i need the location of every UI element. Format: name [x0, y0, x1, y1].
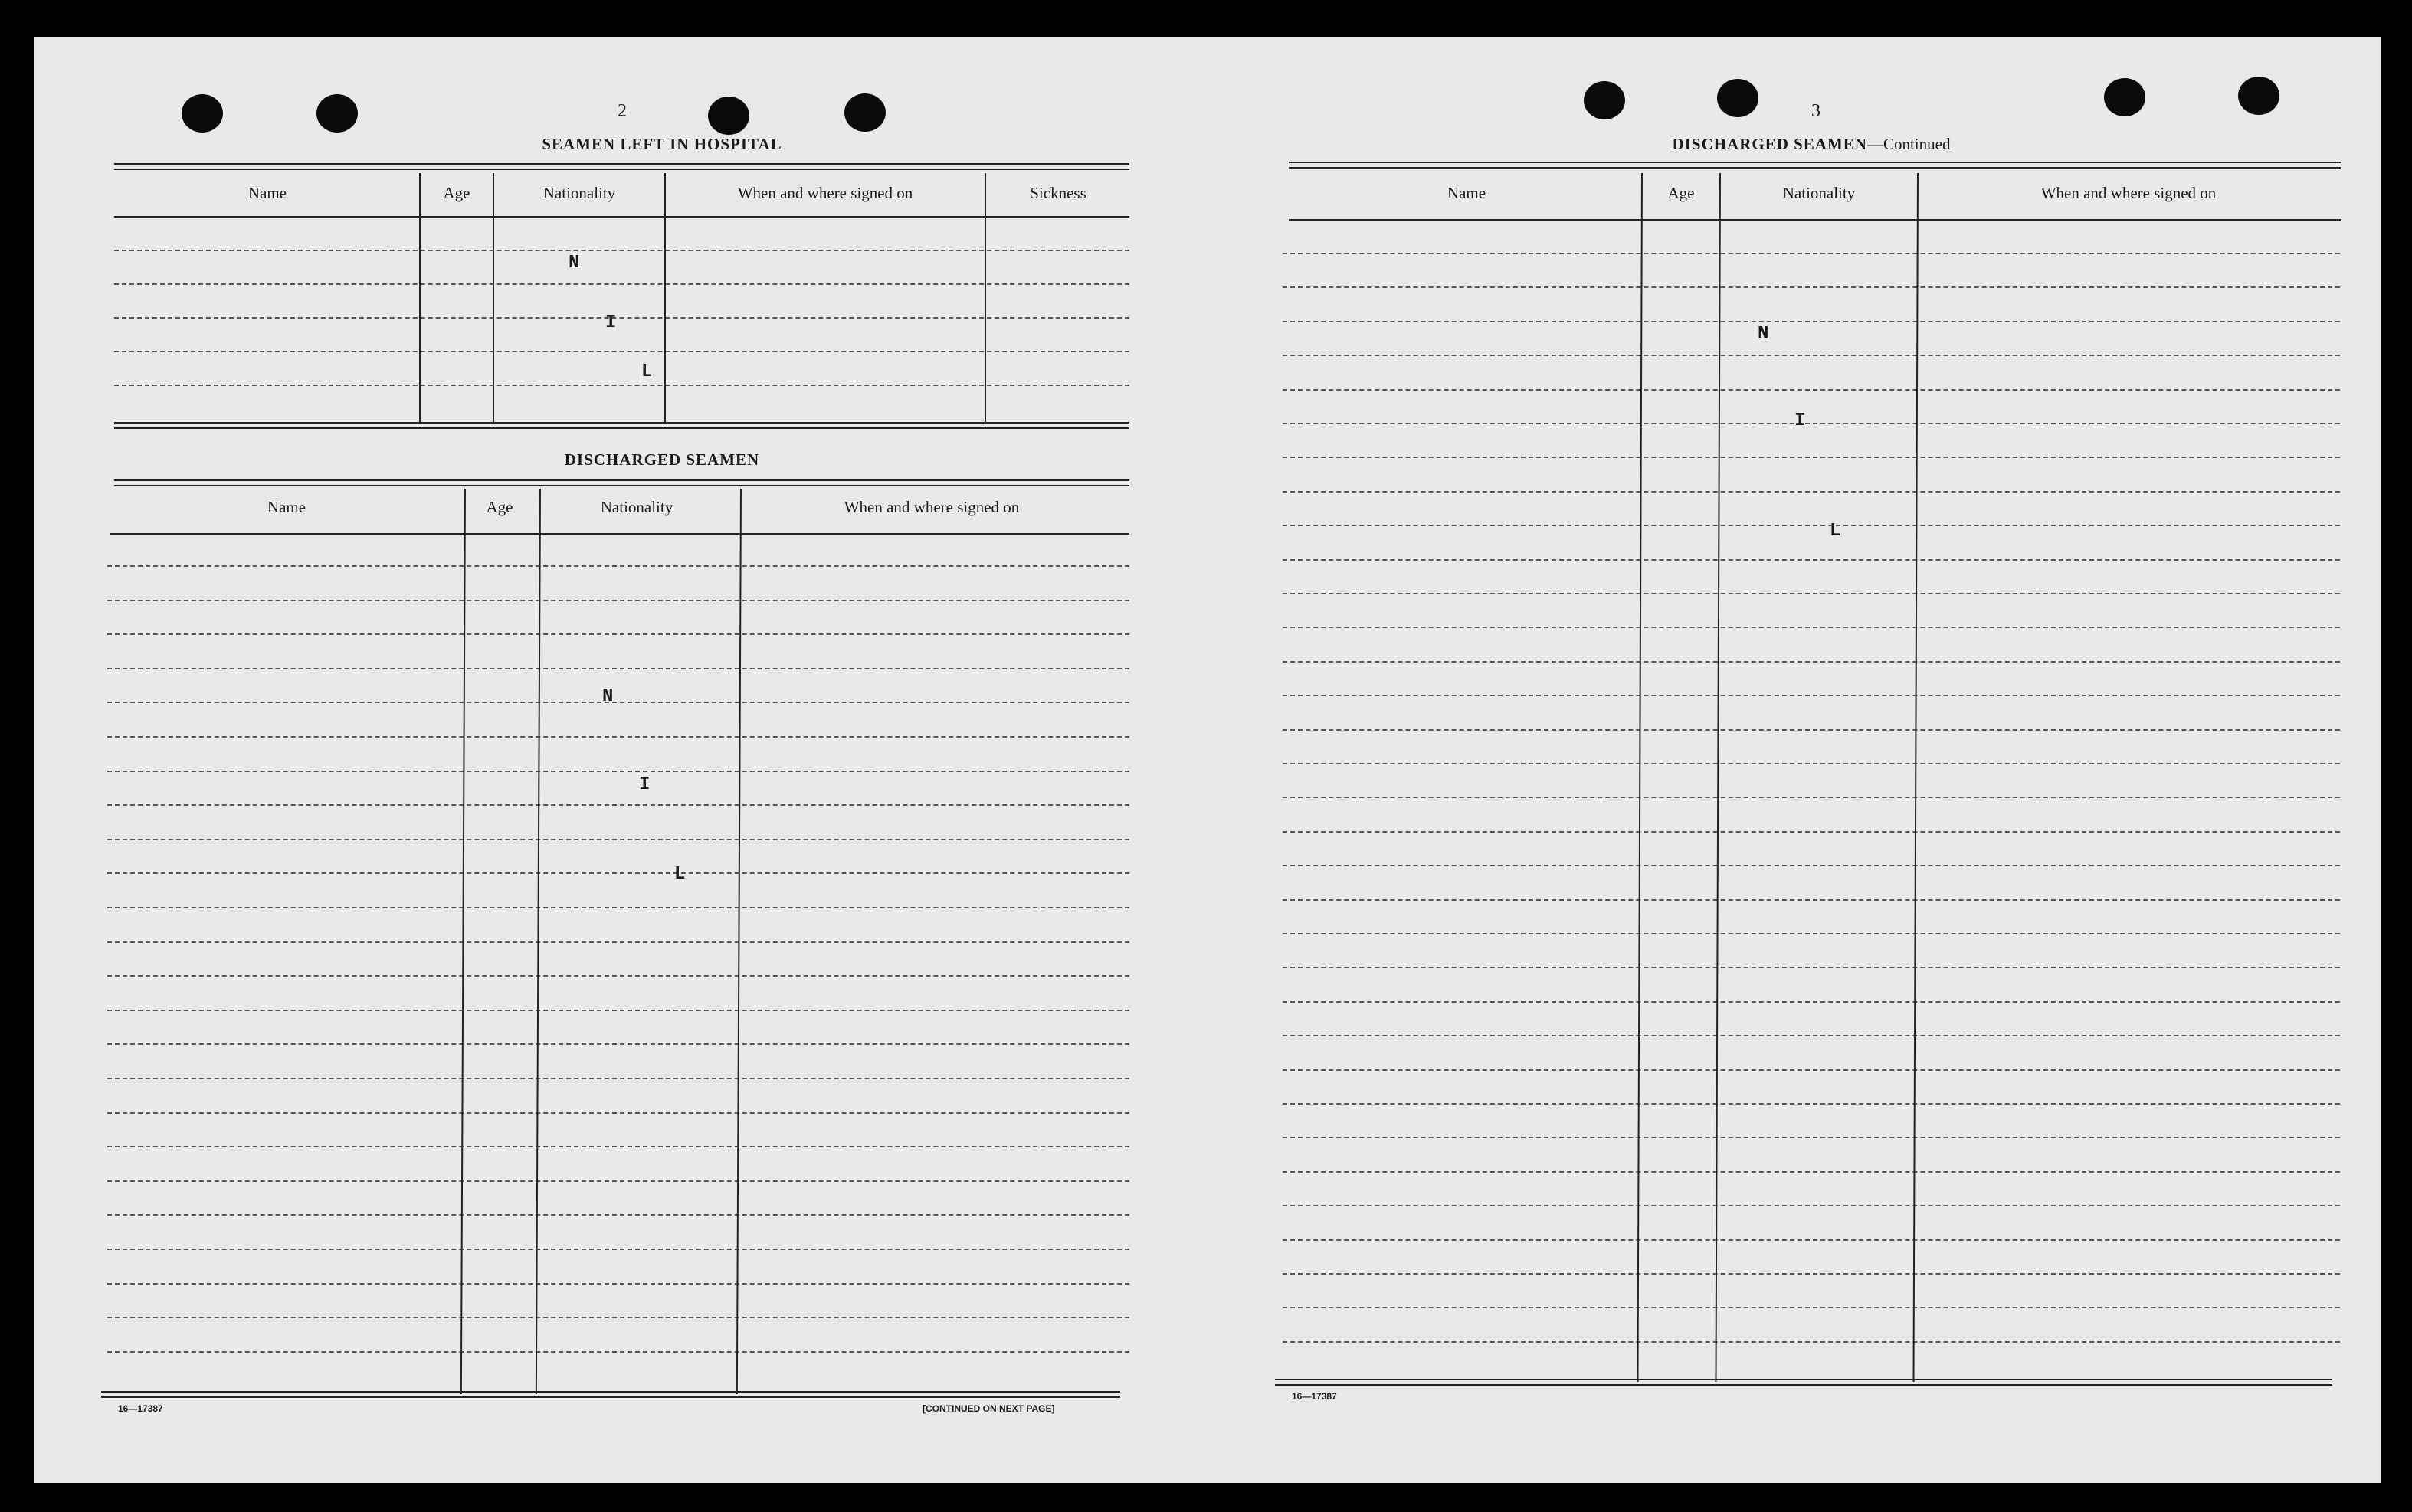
column-header: Age: [486, 498, 513, 516]
ruled-line: [1283, 695, 2340, 696]
ruled-line: [1283, 1069, 2340, 1071]
punch-hole: [844, 93, 886, 132]
section-title-discharged-continued: [1589, 135, 2033, 154]
nil-letter: N: [602, 686, 614, 707]
ruled-line: [1283, 1001, 2340, 1003]
ruled-line: [107, 839, 1129, 840]
ruled-line: [107, 941, 1129, 943]
ruled-line: [107, 1043, 1129, 1045]
ruled-line: [1283, 355, 2340, 356]
continued-note: [CONTINUED ON NEXT PAGE]: [923, 1403, 1055, 1414]
column-header: Sickness: [1030, 184, 1086, 202]
ruled-line: [114, 317, 1129, 319]
column-divider: [664, 173, 666, 424]
punch-hole: [182, 94, 223, 133]
nil-letter: I: [605, 313, 617, 333]
column-header: When and where signed on: [2040, 184, 2217, 202]
page-number: 2: [618, 101, 627, 121]
ruled-line: [1283, 661, 2340, 663]
ruled-line: [107, 702, 1129, 703]
ruled-line: [107, 1283, 1129, 1285]
ruled-line: [1283, 1035, 2340, 1036]
ruled-line: [1283, 1103, 2340, 1105]
ruled-line: [114, 385, 1129, 386]
ruled-line: [107, 1180, 1129, 1182]
column-divider: [493, 173, 494, 424]
form-number: 16—17387: [1292, 1391, 1337, 1402]
ruled-line: [1283, 525, 2340, 526]
ruled-line: [114, 351, 1129, 352]
table-border: [101, 1391, 1120, 1398]
form-number: 16—17387: [118, 1403, 163, 1414]
title-suffix: —Continued: [1866, 135, 1951, 153]
nil-letter: L: [674, 864, 686, 885]
nil-letter: N: [569, 253, 580, 273]
ruled-line: [1283, 559, 2340, 561]
ruled-line: [1283, 831, 2340, 833]
ruled-line: [1283, 593, 2340, 594]
column-header: Nationality: [542, 184, 616, 202]
punch-hole: [316, 94, 358, 133]
header-rule: [1289, 219, 2341, 221]
ruled-line: [1283, 627, 2340, 628]
punch-hole: [1717, 79, 1758, 117]
ruled-line: [1283, 933, 2340, 934]
punch-hole: [2104, 78, 2145, 116]
ruled-line: [1283, 286, 2340, 288]
column-header: Age: [1667, 184, 1695, 202]
ruled-line: [1283, 253, 2340, 254]
nil-letter: L: [641, 362, 653, 382]
ruled-line: [107, 771, 1129, 772]
ruled-line: [107, 1351, 1129, 1353]
ruled-line: [1283, 1239, 2340, 1241]
punch-hole: [708, 97, 749, 135]
header-rule: [114, 216, 1129, 218]
ruled-line: [1283, 389, 2340, 391]
ruled-line: [114, 283, 1129, 285]
ruled-line: [1283, 967, 2340, 968]
column-divider: [985, 173, 986, 424]
ruled-line: [1283, 423, 2340, 424]
ruled-line: [1283, 491, 2340, 493]
ruled-line: [1283, 763, 2340, 764]
ruled-line: [107, 1112, 1129, 1114]
page-number: 3: [1811, 101, 1820, 121]
table-border: [114, 163, 1129, 170]
ruled-line: [1283, 1171, 2340, 1173]
ruled-line: [1283, 899, 2340, 901]
column-header: Name: [267, 498, 306, 516]
ruled-line: [114, 250, 1129, 251]
table-border: [1275, 1379, 2332, 1386]
ruled-line: [107, 1146, 1129, 1147]
ruled-line: [107, 975, 1129, 977]
column-header: When and where signed on: [737, 184, 913, 202]
ruled-line: [107, 1078, 1129, 1079]
ruled-line: [107, 1317, 1129, 1318]
punch-hole: [2238, 77, 2279, 115]
nil-letter: I: [639, 774, 651, 795]
column-divider: [419, 173, 421, 424]
form-sheet: [34, 37, 2381, 1483]
ruled-line: [107, 1249, 1129, 1250]
column-header: When and where signed on: [844, 498, 1020, 516]
section-title-discharged: DISCHARGED SEAMEN: [564, 450, 760, 469]
ruled-line: [107, 872, 1129, 874]
ruled-line: [1283, 321, 2340, 322]
column-header: Nationality: [600, 498, 673, 516]
ruled-line: [1283, 1341, 2340, 1343]
ruled-line: [1283, 797, 2340, 798]
table-border: [114, 479, 1129, 486]
table-border: [114, 422, 1129, 429]
ruled-line: [1283, 1137, 2340, 1138]
ruled-line: [107, 1010, 1129, 1011]
ruled-line: [107, 668, 1129, 669]
column-header: Age: [443, 184, 470, 202]
ruled-line: [107, 565, 1129, 567]
ruled-line: [107, 600, 1129, 601]
ruled-line: [1283, 457, 2340, 458]
ruled-line: [1283, 729, 2340, 731]
ruled-line: [1283, 1205, 2340, 1206]
title-main: DISCHARGED SEAMEN: [1672, 135, 1867, 153]
nil-letter: N: [1758, 323, 1769, 344]
header-rule: [110, 533, 1129, 535]
section-title-hospital: SEAMEN LEFT IN HOSPITAL: [542, 135, 782, 153]
punch-hole: [1584, 81, 1625, 119]
nil-letter: I: [1794, 411, 1806, 431]
ruled-line: [1283, 1307, 2340, 1308]
column-header: Name: [247, 184, 287, 202]
ruled-line: [107, 804, 1129, 806]
ruled-line: [1283, 1273, 2340, 1275]
column-header: Name: [1447, 184, 1486, 202]
ruled-line: [107, 1214, 1129, 1216]
table-border: [1289, 162, 2341, 169]
nil-letter: L: [1830, 521, 1841, 542]
ruled-line: [107, 736, 1129, 738]
ruled-line: [1283, 865, 2340, 866]
column-header: Nationality: [1782, 184, 1856, 202]
ruled-line: [107, 907, 1129, 908]
ruled-line: [107, 633, 1129, 635]
